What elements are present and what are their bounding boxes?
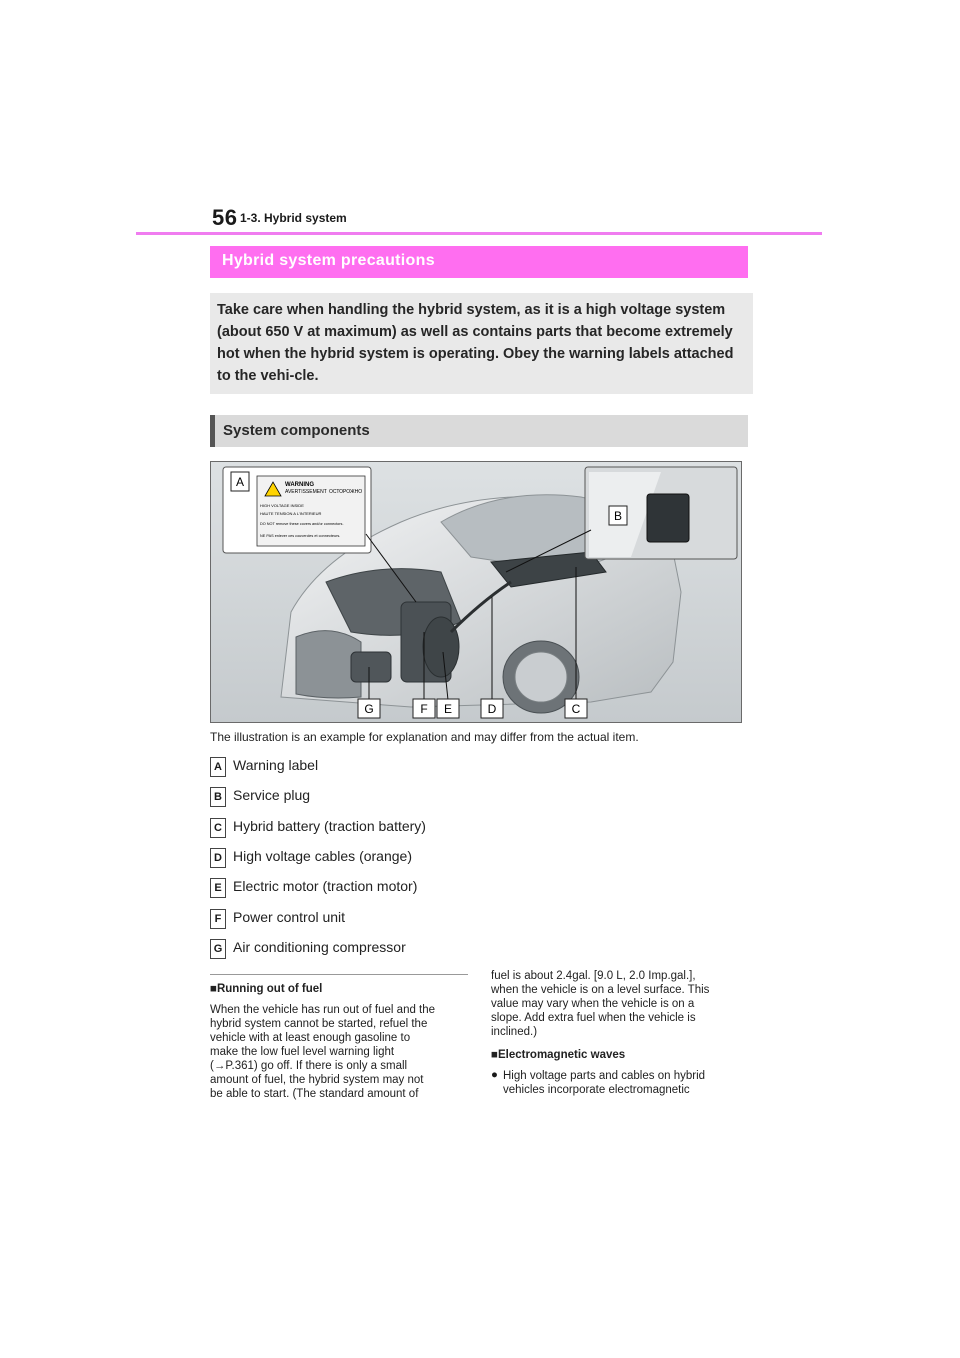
component-letter: G: [210, 939, 226, 959]
note-line: slope. Add extra fuel when the vehicle is: [491, 1012, 696, 1024]
components-illustration: [210, 461, 742, 723]
note-line: hybrid system cannot be started, refuel the: [210, 1018, 428, 1030]
warning-text-6: DO NOT remove these covers and/or connectors.: [260, 522, 344, 526]
note-line: vehicle with at least enough gasoline to: [210, 1032, 411, 1044]
note-line: inclined.): [491, 1026, 538, 1038]
section-title: Hybrid system precautions: [222, 252, 435, 269]
subsection-accent: [210, 415, 215, 447]
callout-c: [565, 699, 587, 718]
note-line: When the vehicle has run out of fuel and the: [210, 1004, 436, 1016]
fuel-note-heading: ■Running out of fuel: [210, 983, 323, 995]
svg-text:G: G: [364, 702, 374, 716]
note-line: make the low fuel level warning light: [210, 1046, 395, 1058]
note-line: be able to start. (The standard amount of: [210, 1088, 419, 1100]
component-letter: E: [210, 878, 226, 898]
electric-motor-shape: [423, 617, 459, 677]
note-line: High voltage parts and cables on hybrid: [503, 1070, 706, 1082]
square-bullet-icon: ■: [210, 983, 217, 995]
note-line: when the vehicle is on a level surface. This: [491, 984, 710, 996]
intro-box: [210, 293, 753, 394]
figure-caption: The illustration is an example for explanation and may differ from the actual item.: [210, 730, 639, 744]
emw-bullet: [491, 1069, 753, 1097]
warning-text-3: ОСТОРОЖНО: [329, 489, 363, 495]
callout-e: [437, 699, 459, 718]
svg-text:B: B: [613, 509, 623, 523]
svg-text:C: C: [571, 702, 581, 716]
note-line-link[interactable]: (→P.361) go off. If there is only a small: [210, 1060, 408, 1072]
callout-b: [609, 506, 627, 525]
note-line: amount of fuel, the hybrid system may not: [210, 1074, 424, 1086]
svg-text:D: D: [487, 702, 497, 716]
service-plug-shape: [647, 494, 689, 542]
callout-g: [358, 699, 380, 718]
subsection-bar: [210, 415, 748, 447]
warning-text-5: HAUTE TENSION A L'INTERIEUR: [260, 511, 322, 516]
svg-text:A: A: [235, 475, 245, 489]
note-line: value may vary when the vehicle is on a: [491, 998, 695, 1010]
round-bullet-icon: ●: [491, 1069, 498, 1081]
section-title-bar: [210, 246, 748, 278]
wheel-rim: [515, 652, 567, 702]
component-label: Air conditioning compressor: [233, 939, 406, 955]
component-label: Warning label: [233, 757, 319, 773]
page-number: 56: [212, 205, 238, 230]
header-rule: [136, 232, 822, 235]
callout-f: [413, 699, 435, 718]
square-bullet-icon: ■: [491, 1049, 498, 1061]
subsection-title: System components: [223, 422, 370, 439]
component-letter: B: [210, 787, 226, 807]
warning-text-2: AVERTISSEMENT: [285, 489, 327, 495]
ac-compressor-shape: [351, 652, 391, 682]
component-letter: D: [210, 848, 226, 868]
warning-text-1: WARNING: [285, 482, 314, 488]
callout-a: [231, 472, 249, 491]
note-line: vehicles incorporate electromagnetic: [503, 1084, 690, 1096]
fuel-note-left: [210, 983, 472, 1101]
intro-text: Take care when handling the hybrid system, as it is a high voltage system (about 650 V at maximum) as well as contains parts that become extremely hot when the hybrid system is operating. Obey the warning labels attached to the vehi-cle.: [217, 302, 734, 384]
warning-text-7: NE PAS enlever ces couvercles et connecteurs.: [260, 534, 341, 538]
emw-note-heading: ■Electromagnetic waves: [491, 1049, 626, 1061]
component-label: High voltage cables (orange): [233, 848, 412, 864]
component-label: Power control unit: [233, 909, 346, 925]
fuel-note-right: [491, 969, 753, 1097]
callout-d: [481, 699, 503, 718]
component-letter: F: [210, 909, 226, 929]
car-illustration: [211, 462, 741, 722]
component-label: Service plug: [233, 787, 311, 803]
notes-rule: [210, 974, 468, 975]
component-label: Hybrid battery (traction battery): [233, 818, 426, 834]
note-line: fuel is about 2.4gal. [9.0 L, 2.0 Imp.gal.],: [491, 970, 696, 982]
component-letter: A: [210, 757, 226, 777]
svg-text:E: E: [443, 702, 453, 716]
warning-text-4: HIGH VOLTAGE INSIDE: [260, 503, 304, 508]
component-label: Electric motor (traction motor): [233, 878, 418, 894]
section-breadcrumb: 1-3. Hybrid system: [240, 211, 347, 225]
component-letter: C: [210, 818, 226, 838]
svg-text:F: F: [420, 702, 428, 716]
